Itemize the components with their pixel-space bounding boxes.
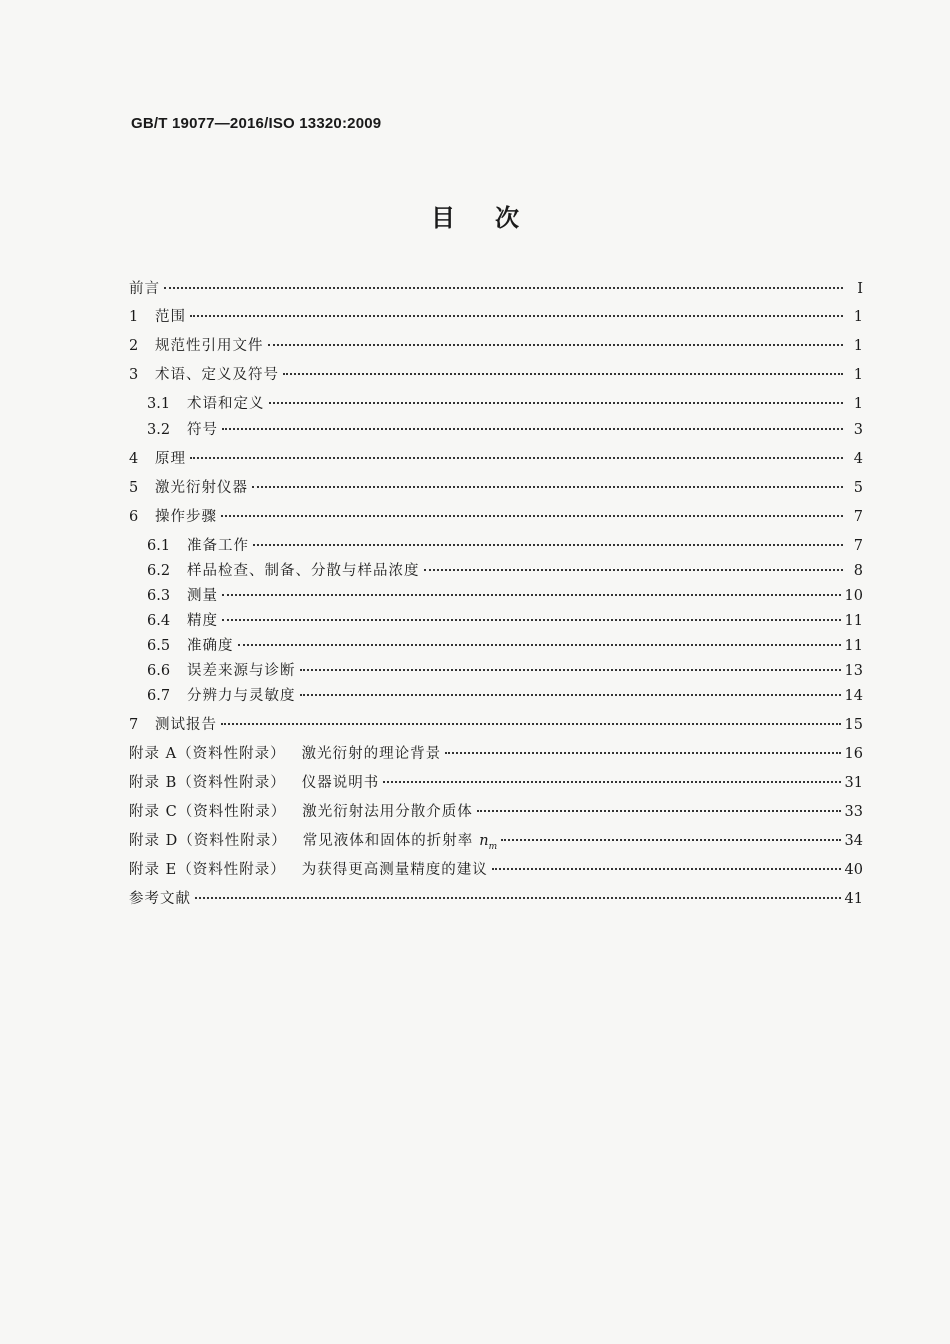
dot-leader xyxy=(221,723,841,725)
toc-entry-label: 常见液体和固体的折射率 xyxy=(302,833,474,849)
toc-entry-number: 附录 D（资料性附录） xyxy=(129,833,287,849)
toc-entry-7[interactable] xyxy=(129,713,863,734)
toc-entry-label: 参考文献 xyxy=(129,891,191,907)
toc-entry-number: 6.6 xyxy=(147,663,171,679)
toc-page-number: 14 xyxy=(844,688,863,704)
toc-entry-number: 6 xyxy=(129,509,139,525)
toc-entry-number: 6.3 xyxy=(147,588,171,604)
toc-entry-label: 范围 xyxy=(155,309,186,325)
toc-entry-number: 3.1 xyxy=(147,396,171,412)
toc-entry-label: 术语、定义及符号 xyxy=(155,367,279,383)
toc-entry-number: 5 xyxy=(129,480,139,496)
toc-entry-3[interactable] xyxy=(129,363,863,384)
dot-leader xyxy=(501,839,840,841)
toc-page-number: 4 xyxy=(853,451,863,467)
toc-entry-annex-e[interactable] xyxy=(129,858,863,879)
dot-leader xyxy=(268,344,844,346)
toc-page-number: 1 xyxy=(853,338,863,354)
toc-entry-label: 测量 xyxy=(187,588,218,604)
dot-leader xyxy=(477,810,841,812)
toc-entry-number: 6.1 xyxy=(147,538,171,554)
toc-entry-6-7[interactable] xyxy=(147,684,863,705)
toc-page-number: 8 xyxy=(853,563,863,579)
toc-entry-6[interactable] xyxy=(129,505,863,526)
dot-leader xyxy=(383,781,840,783)
toc-entry-annex-a[interactable] xyxy=(129,742,863,763)
toc-entry-2[interactable] xyxy=(129,334,863,355)
dot-leader xyxy=(164,287,843,289)
toc-page-number: 11 xyxy=(844,613,863,629)
dot-leader xyxy=(283,373,843,375)
toc-entry-label: 激光衍射的理论背景 xyxy=(301,746,442,762)
toc-entry-label: 前言 xyxy=(129,281,160,297)
dot-leader xyxy=(221,515,843,517)
toc-entry-label: 符号 xyxy=(187,422,218,438)
toc-entry-number: 附录 B（资料性附录） xyxy=(129,775,286,791)
toc-entry-label: 精度 xyxy=(187,613,218,629)
toc-entry-label: 操作步骤 xyxy=(155,509,217,525)
toc-entry-number: 4 xyxy=(129,451,139,467)
dot-leader xyxy=(269,402,844,404)
toc-page-number: 1 xyxy=(853,367,863,383)
dot-leader xyxy=(238,644,841,646)
toc-page-number: 41 xyxy=(844,891,863,907)
toc-entry-6-4[interactable] xyxy=(147,609,863,630)
toc-page-number: 10 xyxy=(844,588,863,604)
toc-entry-3-2[interactable] xyxy=(147,418,863,439)
toc-entry-number: 附录 A（资料性附录） xyxy=(129,746,286,762)
toc-entry-number: 6.7 xyxy=(147,688,171,704)
toc-entry-number: 2 xyxy=(129,338,139,354)
dot-leader xyxy=(424,569,844,571)
dot-leader xyxy=(253,544,843,546)
toc-entry-label: 激光衍射法用分散介质体 xyxy=(302,804,473,820)
toc-entry-6-6[interactable] xyxy=(147,659,863,680)
toc-page-number: 34 xyxy=(844,833,863,849)
toc-page-number: 3 xyxy=(853,422,863,438)
toc-entry-4[interactable] xyxy=(129,447,863,468)
toc-entry-number: 3.2 xyxy=(147,422,171,438)
toc-entry-number: 6.5 xyxy=(147,638,171,654)
toc-page-number: 1 xyxy=(853,396,863,412)
dot-leader xyxy=(195,897,841,899)
toc-page-number: 31 xyxy=(844,775,863,791)
toc-entry-label: 仪器说明书 xyxy=(301,775,380,791)
toc-page-number: 40 xyxy=(844,862,863,878)
toc-entry-label: 准备工作 xyxy=(187,538,249,554)
toc-entry-label: 分辨力与灵敏度 xyxy=(187,688,296,704)
dot-leader xyxy=(300,694,841,696)
toc-entry-label: 激光衍射仪器 xyxy=(155,480,248,496)
toc-page-number: 7 xyxy=(853,538,863,554)
toc-entry-foreword[interactable] xyxy=(129,277,863,298)
toc-entry-label: 测试报告 xyxy=(155,717,217,733)
toc-entry-number: 附录 C（资料性附录） xyxy=(129,804,287,820)
dot-leader xyxy=(222,594,841,596)
toc-entry-label: 准确度 xyxy=(187,638,234,654)
toc-entry-6-5[interactable] xyxy=(147,634,863,655)
toc-page-number: I xyxy=(857,281,863,297)
toc-entry-annex-c[interactable] xyxy=(129,800,863,821)
standard-number: GB/T 19077—2016/ISO 13320:2009 xyxy=(131,115,382,132)
toc-entry-label: 误差来源与诊断 xyxy=(187,663,296,679)
toc-entry-number: 7 xyxy=(129,717,139,733)
dot-leader xyxy=(492,868,841,870)
toc-entry-bibliography[interactable] xyxy=(129,887,863,908)
toc-entry-6-2[interactable] xyxy=(147,559,863,580)
toc-page-number: 5 xyxy=(853,480,863,496)
toc-page-number: 1 xyxy=(853,309,863,325)
toc-entry-number: 6.4 xyxy=(147,613,171,629)
toc-entry-label: 原理 xyxy=(155,451,186,467)
page-title: 目次 xyxy=(431,204,559,232)
toc-entry-1[interactable] xyxy=(129,305,863,326)
toc-page-number: 16 xyxy=(844,746,863,762)
toc-entry-number: 6.2 xyxy=(147,563,171,579)
toc-entry-annex-b[interactable] xyxy=(129,771,863,792)
dot-leader xyxy=(300,669,841,671)
toc-entry-label: 术语和定义 xyxy=(187,396,265,412)
toc-entry-label: 样品检查、制备、分散与样品浓度 xyxy=(187,563,420,579)
dot-leader xyxy=(190,315,843,317)
dot-leader xyxy=(190,457,843,459)
toc-entry-number: 3 xyxy=(129,367,139,383)
toc-page-number: 15 xyxy=(844,717,863,733)
dot-leader xyxy=(445,752,840,754)
refractive-index-symbol: $n_m$ xyxy=(479,833,498,852)
dot-leader xyxy=(222,619,841,621)
toc-page-number: 7 xyxy=(853,509,863,525)
toc-entry-6-1[interactable] xyxy=(147,534,863,555)
toc-page-number: 11 xyxy=(844,638,863,654)
dot-leader xyxy=(222,428,843,430)
toc-entry-label: 为获得更高测量精度的建议 xyxy=(301,862,488,878)
toc-entry-label: 规范性引用文件 xyxy=(155,338,264,354)
toc-entry-6-3[interactable] xyxy=(147,584,863,605)
toc-entry-number: 1 xyxy=(129,309,139,325)
dot-leader xyxy=(252,486,843,488)
toc-entry-3-1[interactable] xyxy=(147,392,863,413)
toc-entry-5[interactable] xyxy=(129,476,863,497)
toc-page-number: 33 xyxy=(844,804,863,820)
toc-page-number: 13 xyxy=(844,663,863,679)
toc-entry-annex-d[interactable] xyxy=(129,829,863,852)
toc-entry-number: 附录 E（资料性附录） xyxy=(129,862,286,878)
